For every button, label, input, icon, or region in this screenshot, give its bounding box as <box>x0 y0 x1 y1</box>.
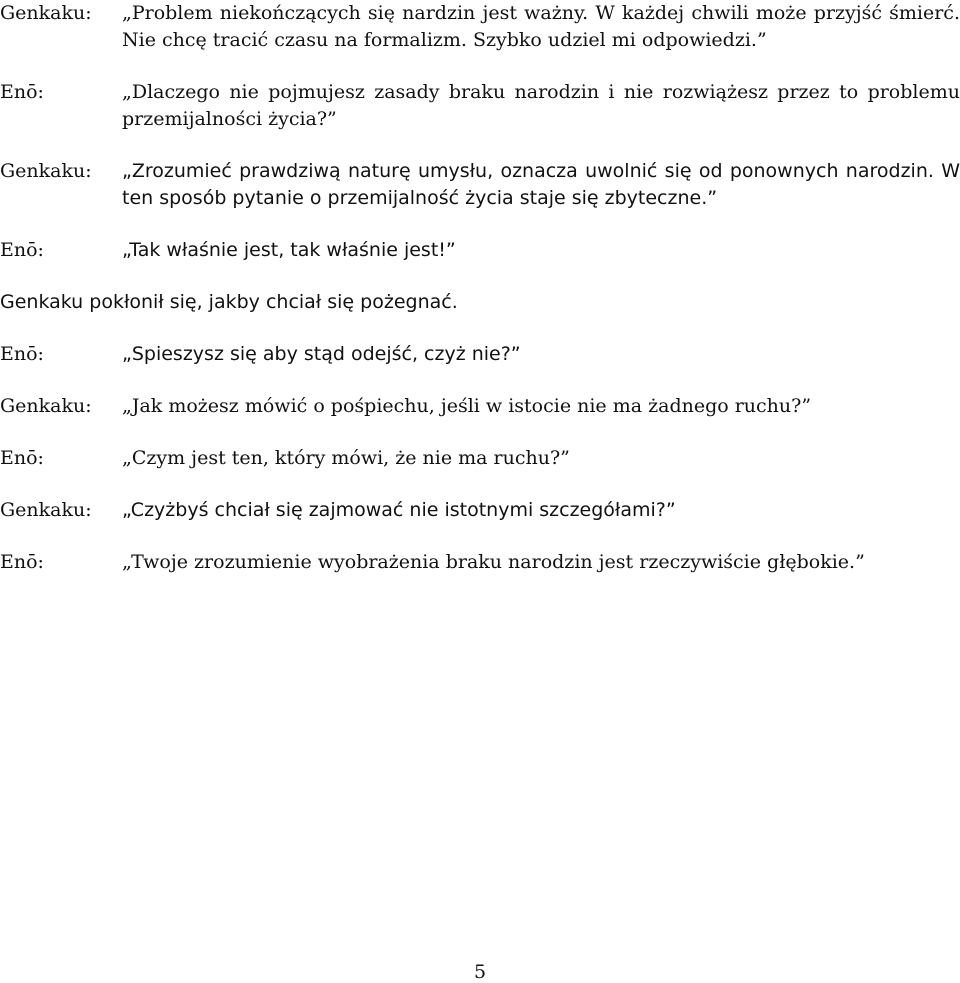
dialogue-row <box>0 497 960 524</box>
dialogue-row <box>0 158 960 212</box>
dialogue-row <box>0 79 960 133</box>
dialogue-row <box>0 341 960 368</box>
speaker-label: Genkaku: <box>0 499 92 521</box>
dialogue-row <box>0 0 960 54</box>
narration-line: Genkaku pokłonił się, jakby chciał się pożegnać. <box>0 291 458 313</box>
dialogue-row <box>0 549 960 576</box>
utterance-text: „Dlaczego nie pojmujesz zasady braku narodzin i nie rozwiążesz przez to problemu przemijalności życia?” <box>122 81 960 130</box>
utterance-text: „Tak właśnie jest, tak właśnie jest!” <box>122 239 456 261</box>
utterance-text: „Twoje zrozumienie wyobrażenia braku narodzin jest rzeczywiście głębokie.” <box>122 551 865 573</box>
speaker-label: Enō: <box>0 551 44 573</box>
utterance-text: „Czym jest ten, który mówi, że nie ma ruchu?” <box>122 447 570 469</box>
dialogue-row <box>0 445 960 472</box>
speaker-label: Enō: <box>0 239 44 261</box>
utterance-text: „Jak możesz mówić o pośpiechu, jeśli w istocie nie ma żadnego ruchu?” <box>122 395 812 417</box>
speaker-label: Genkaku: <box>0 395 92 417</box>
page-number: 5 <box>473 961 487 983</box>
speaker-label: Enō: <box>0 343 44 365</box>
speaker-label: Genkaku: <box>0 160 92 182</box>
dialogue-row <box>0 237 960 264</box>
utterance-text: „Zrozumieć prawdziwą naturę umysłu, oznacza uwolnić się od ponownych narodzin. W ten sposób pytanie o przemijalność życia staje się zbyteczne.” <box>122 160 960 209</box>
speaker-label: Enō: <box>0 447 44 469</box>
speaker-label: Genkaku: <box>0 2 92 24</box>
utterance-text: „Spieszysz się aby stąd odejść, czyż nie?” <box>122 343 521 365</box>
utterance-text: „Problem niekończących się nardzin jest ważny. W każdej chwili może przyjść śmierć. Nie chcę tracić czasu na formalizm. Szybko udziel mi odpowiedzi.” <box>122 2 960 51</box>
speaker-label: Enō: <box>0 81 44 103</box>
dialogue-row <box>0 393 960 420</box>
utterance-text: „Czyżbyś chciał się zajmować nie istotnymi szczegółami?” <box>122 499 676 521</box>
